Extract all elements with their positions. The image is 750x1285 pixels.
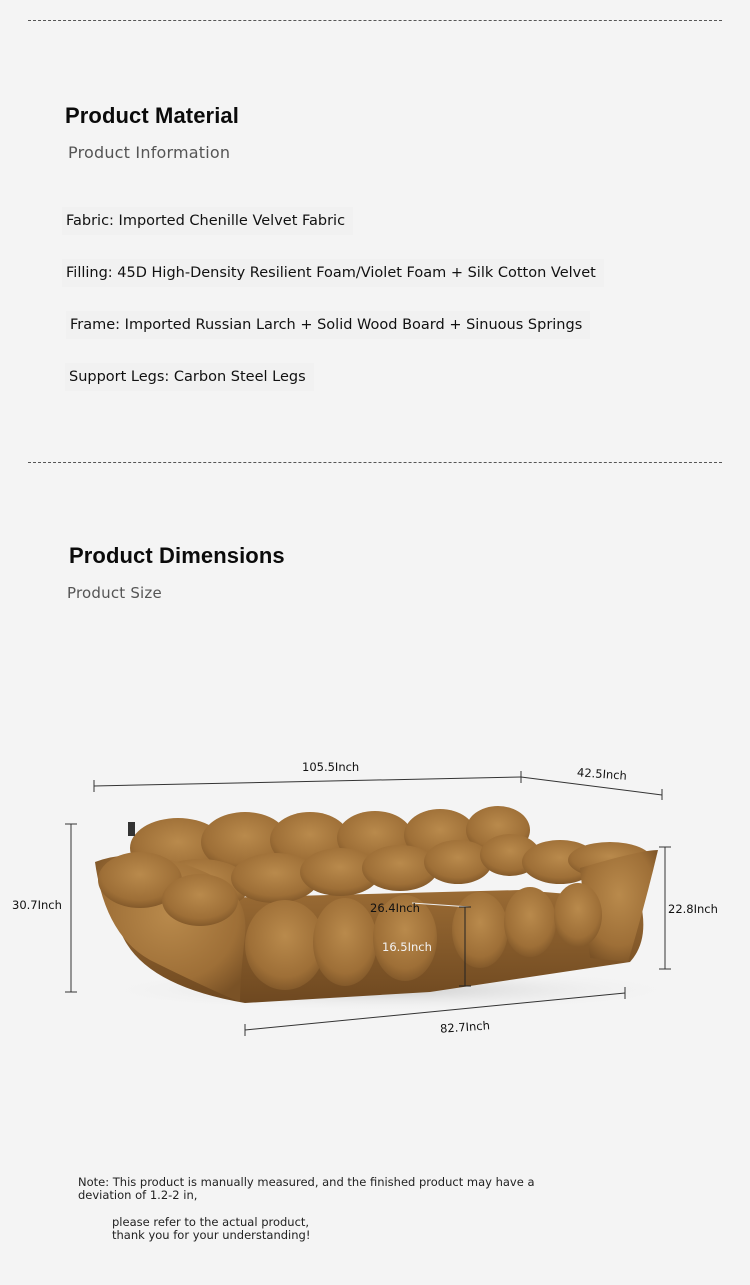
- dim-arm-height-label: 22.8Inch: [668, 902, 718, 916]
- dim-seat-height-label: 16.5Inch: [382, 940, 432, 954]
- note-line-1: Note: This product is manually measured, and the finished product may have a: [78, 1175, 535, 1189]
- dim-height-label: 30.7Inch: [12, 898, 62, 912]
- note-line-3: please refer to the actual product,: [112, 1215, 310, 1229]
- material-subtitle: Product Information: [68, 143, 231, 162]
- material-line-fabric: Fabric: Imported Chenille Velvet Fabric: [62, 207, 353, 235]
- note-line-4: thank you for your understanding!: [112, 1228, 311, 1242]
- material-title: Product Material: [65, 103, 239, 128]
- material-line-legs: Support Legs: Carbon Steel Legs: [65, 363, 314, 391]
- dim-length-label: 105.5Inch: [302, 760, 360, 774]
- dimensions-subtitle: Product Size: [67, 584, 162, 602]
- dim-seat-depth-label: 26.4Inch: [370, 901, 420, 915]
- dimensions-title: Product Dimensions: [69, 543, 285, 568]
- note-line-2: deviation of 1.2-2 in,: [78, 1188, 198, 1202]
- material-line-frame: Frame: Imported Russian Larch + Solid Wood Board + Sinuous Springs: [66, 311, 590, 339]
- dim-seat-width-label: 82.7Inch: [439, 1018, 491, 1036]
- dim-depth-label: 42.5Inch: [576, 765, 628, 783]
- material-line-filling: Filling: 45D High-Density Resilient Foam/Violet Foam + Silk Cotton Velvet: [62, 259, 604, 287]
